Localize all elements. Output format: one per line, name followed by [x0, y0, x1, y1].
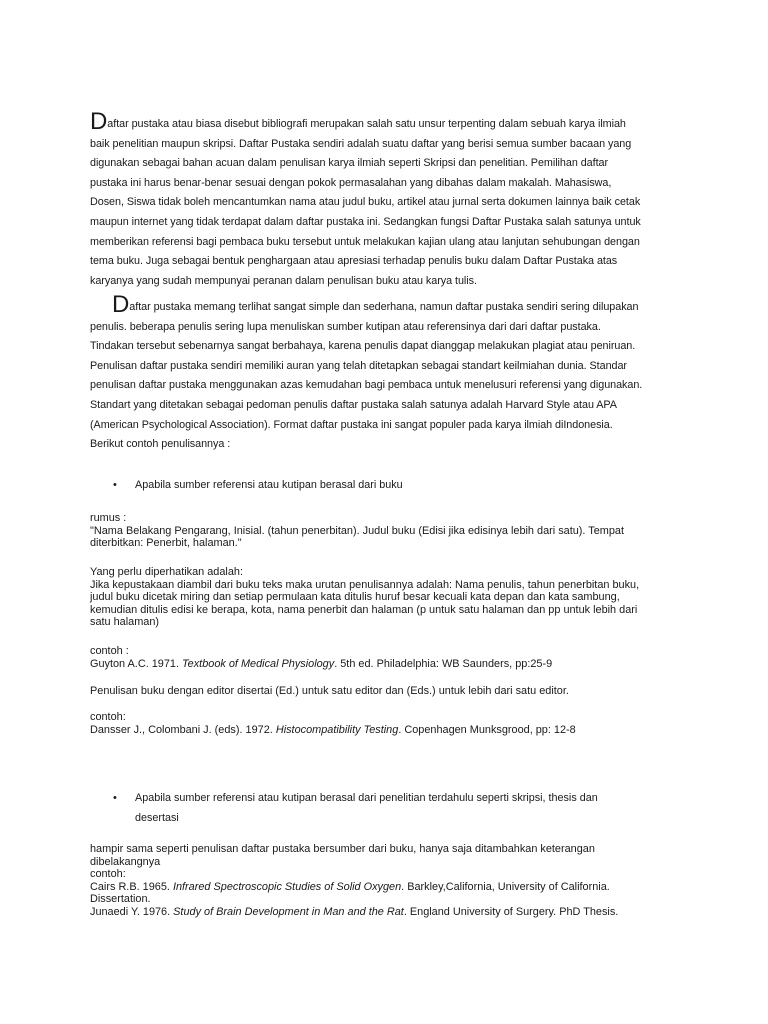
paragraph-line: (American Psychological Association). Format daftar pustaka ini sangat populer pada karya ilmiah diIndonesia.: [90, 418, 613, 431]
example-reference: Junaedi Y. 1976. Study of Brain Development in Man and the Rat. England University of Surgery. PhD Thesis.: [90, 905, 619, 918]
bullet-item-buku: [113, 476, 403, 496]
bullet-text: Apabila sumber referensi atau kutipan berasal dari buku: [135, 479, 403, 491]
drop-cap: D: [112, 291, 130, 318]
thesis-note: dibelakangnya: [90, 855, 161, 868]
paragraph-line: Standart yang ditetakan sebagai pedoman penulis daftar pustaka salah satunya adalah Harvard Style atau APA: [90, 398, 617, 411]
paragraph-line: Tindakan tersebut sebenarnya sangat berbahaya, karena penulis dapat dianggap melakukan plagiat atau peniruan.: [90, 340, 636, 353]
bullet-icon: •: [113, 792, 117, 804]
paragraph-line: penulisan daftar pustaka menggunakan azas kemudahan bagi pembaca untuk menelusuri referensi yang digunakan.: [90, 379, 643, 392]
bullet-text: Apabila sumber referensi atau kutipan berasal dari penelitian terdahulu seperti skripsi, thesis dan: [135, 792, 598, 804]
reference-title: Textbook of Medical Physiology: [182, 657, 335, 670]
bullet-icon: •: [113, 479, 117, 491]
example-reference: Cairs R.B. 1965. Infrared Spectroscopic Studies of Solid Oxygen. Barkley,California, University of California.: [90, 880, 610, 893]
example-block-1: [90, 645, 690, 670]
notes-text: Jika kepustakaan diambil dari buku teks maka urutan penulisannya adalah: Nama penulis, tahun penerbitan buku,: [90, 578, 640, 591]
paragraph-line: baik penelitian maupun skripsi. Daftar Pustaka sendiri adalah suatu daftar yang berisi semua sumber bacaan yang: [90, 137, 632, 150]
example-label: contoh:: [90, 711, 126, 723]
paragraph-line: Daftar pustaka memang terlihat sangat simple dan sederhana, namun daftar pustaka sendiri sering dilupakan: [112, 291, 639, 318]
reference-title: Infrared Spectroscopic Studies of Solid Oxygen: [172, 880, 402, 893]
paragraph-line: Berikut contoh penulisannya :: [90, 438, 231, 451]
rumus-text: diterbitkan: Penerbit, halaman.": [90, 537, 242, 550]
bullet-item-penelitian: [113, 789, 598, 828]
notes-heading: Yang perlu diperhatikan adalah:: [90, 566, 243, 578]
notes-text: kemudian ditulis edisi ke berapa, kota, nama penerbit dan halaman (p untuk satu halaman dan pp untuk lebih dari: [90, 603, 638, 616]
paragraph-line: pustaka ini harus benar-benar sesuai dengan pokok permasalahan yang dibahas dalam makalah. Mahasiswa,: [90, 176, 612, 189]
rumus-label: rumus :: [90, 512, 127, 524]
paragraph-line: tema buku. Juga sebagai bentuk penghargaan atau apresiasi terhadap penulis buku dalam Daftar Pustaka atas: [90, 255, 618, 268]
example-block-2: [90, 711, 690, 736]
notes-text: satu halaman): [90, 616, 160, 629]
paragraph-intro: [90, 108, 680, 291]
drop-cap: D: [90, 108, 108, 135]
rumus-text: "Nama Belakang Pengarang, Inisial. (tahun penerbitan). Judul buku (Edisi jika edisinya lebih dari satu). Tempat: [90, 524, 624, 537]
thesis-example-block: [90, 843, 690, 919]
notes-text: judul buku dicetak miring dan setiap permulaan kata ditulis huruf besar kecuali kata depan dan kata sambung,: [90, 591, 620, 604]
paragraph-line: Penulisan daftar pustaka sendiri memiliki auran yang telah ditetapkan sebagai standart keilmiahan dunia. Standar: [90, 359, 627, 372]
paragraph-line: maupun internet yang tidak terdapat dalam daftar pustaka ini. Sedangkan fungsi Daftar Pustaka salah satunya untuk: [90, 215, 641, 228]
paragraph-line: Dosen, Siswa tidak boleh mencantumkan nama atau judul buku, artikel atau jurnal serta dokumen lainnya baik cetak: [90, 196, 641, 209]
editor-note-text: Penulisan buku dengan editor disertai (Ed.) untuk satu editor dan (Eds.) untuk lebih dari satu editor.: [90, 685, 569, 697]
bullet-text: desertasi: [135, 811, 179, 824]
paragraph-format: [90, 291, 680, 455]
reference-title: Study of Brain Development in Man and the Rat: [173, 905, 404, 918]
rumus-block: [90, 512, 690, 550]
paragraph-line: digunakan sebagai bahan acuan dalam penulisan karya ilmiah seperti Skripsi dan penelitian. Pemilihan daftar: [90, 157, 609, 170]
editor-note: [90, 685, 690, 698]
example-reference: Guyton A.C. 1971. Textbook of Medical Physiology. 5th ed. Philadelphia: WB Saunders, pp:25-9: [90, 657, 553, 670]
paragraph-line: penulis. beberapa penulis sering lupa menuliskan sumber kutipan atau referensinya dari dari daftar pustaka.: [90, 320, 601, 333]
paragraph-line: memberikan referensi bagi pembaca buku tersebut untuk melakukan kajian ulang atau lanjutan sehubungan dengan: [90, 235, 640, 248]
paragraph-line: karyanya yang sudah mempunyai peranan dalam penulisan buku atau karya tulis.: [90, 274, 477, 287]
example-label: contoh:: [90, 868, 126, 881]
example-label: contoh :: [90, 645, 129, 657]
thesis-note: hampir sama seperti penulisan daftar pustaka bersumber dari buku, hanya saja ditambahkan keterangan: [90, 843, 595, 855]
example-reference-cont: Dissertation.: [90, 893, 151, 906]
reference-title: Histocompatibility Testing: [275, 723, 399, 736]
paragraph-line: Daftar pustaka atau biasa disebut bibliografi merupakan salah satu unsur terpenting dalam sebuah karya ilmiah: [90, 108, 626, 135]
notes-block: [90, 566, 690, 629]
example-reference: Dansser J., Colombani J. (eds). 1972. Histocompatibility Testing. Copenhagen Munksgrood, pp: 12-8: [90, 723, 576, 736]
